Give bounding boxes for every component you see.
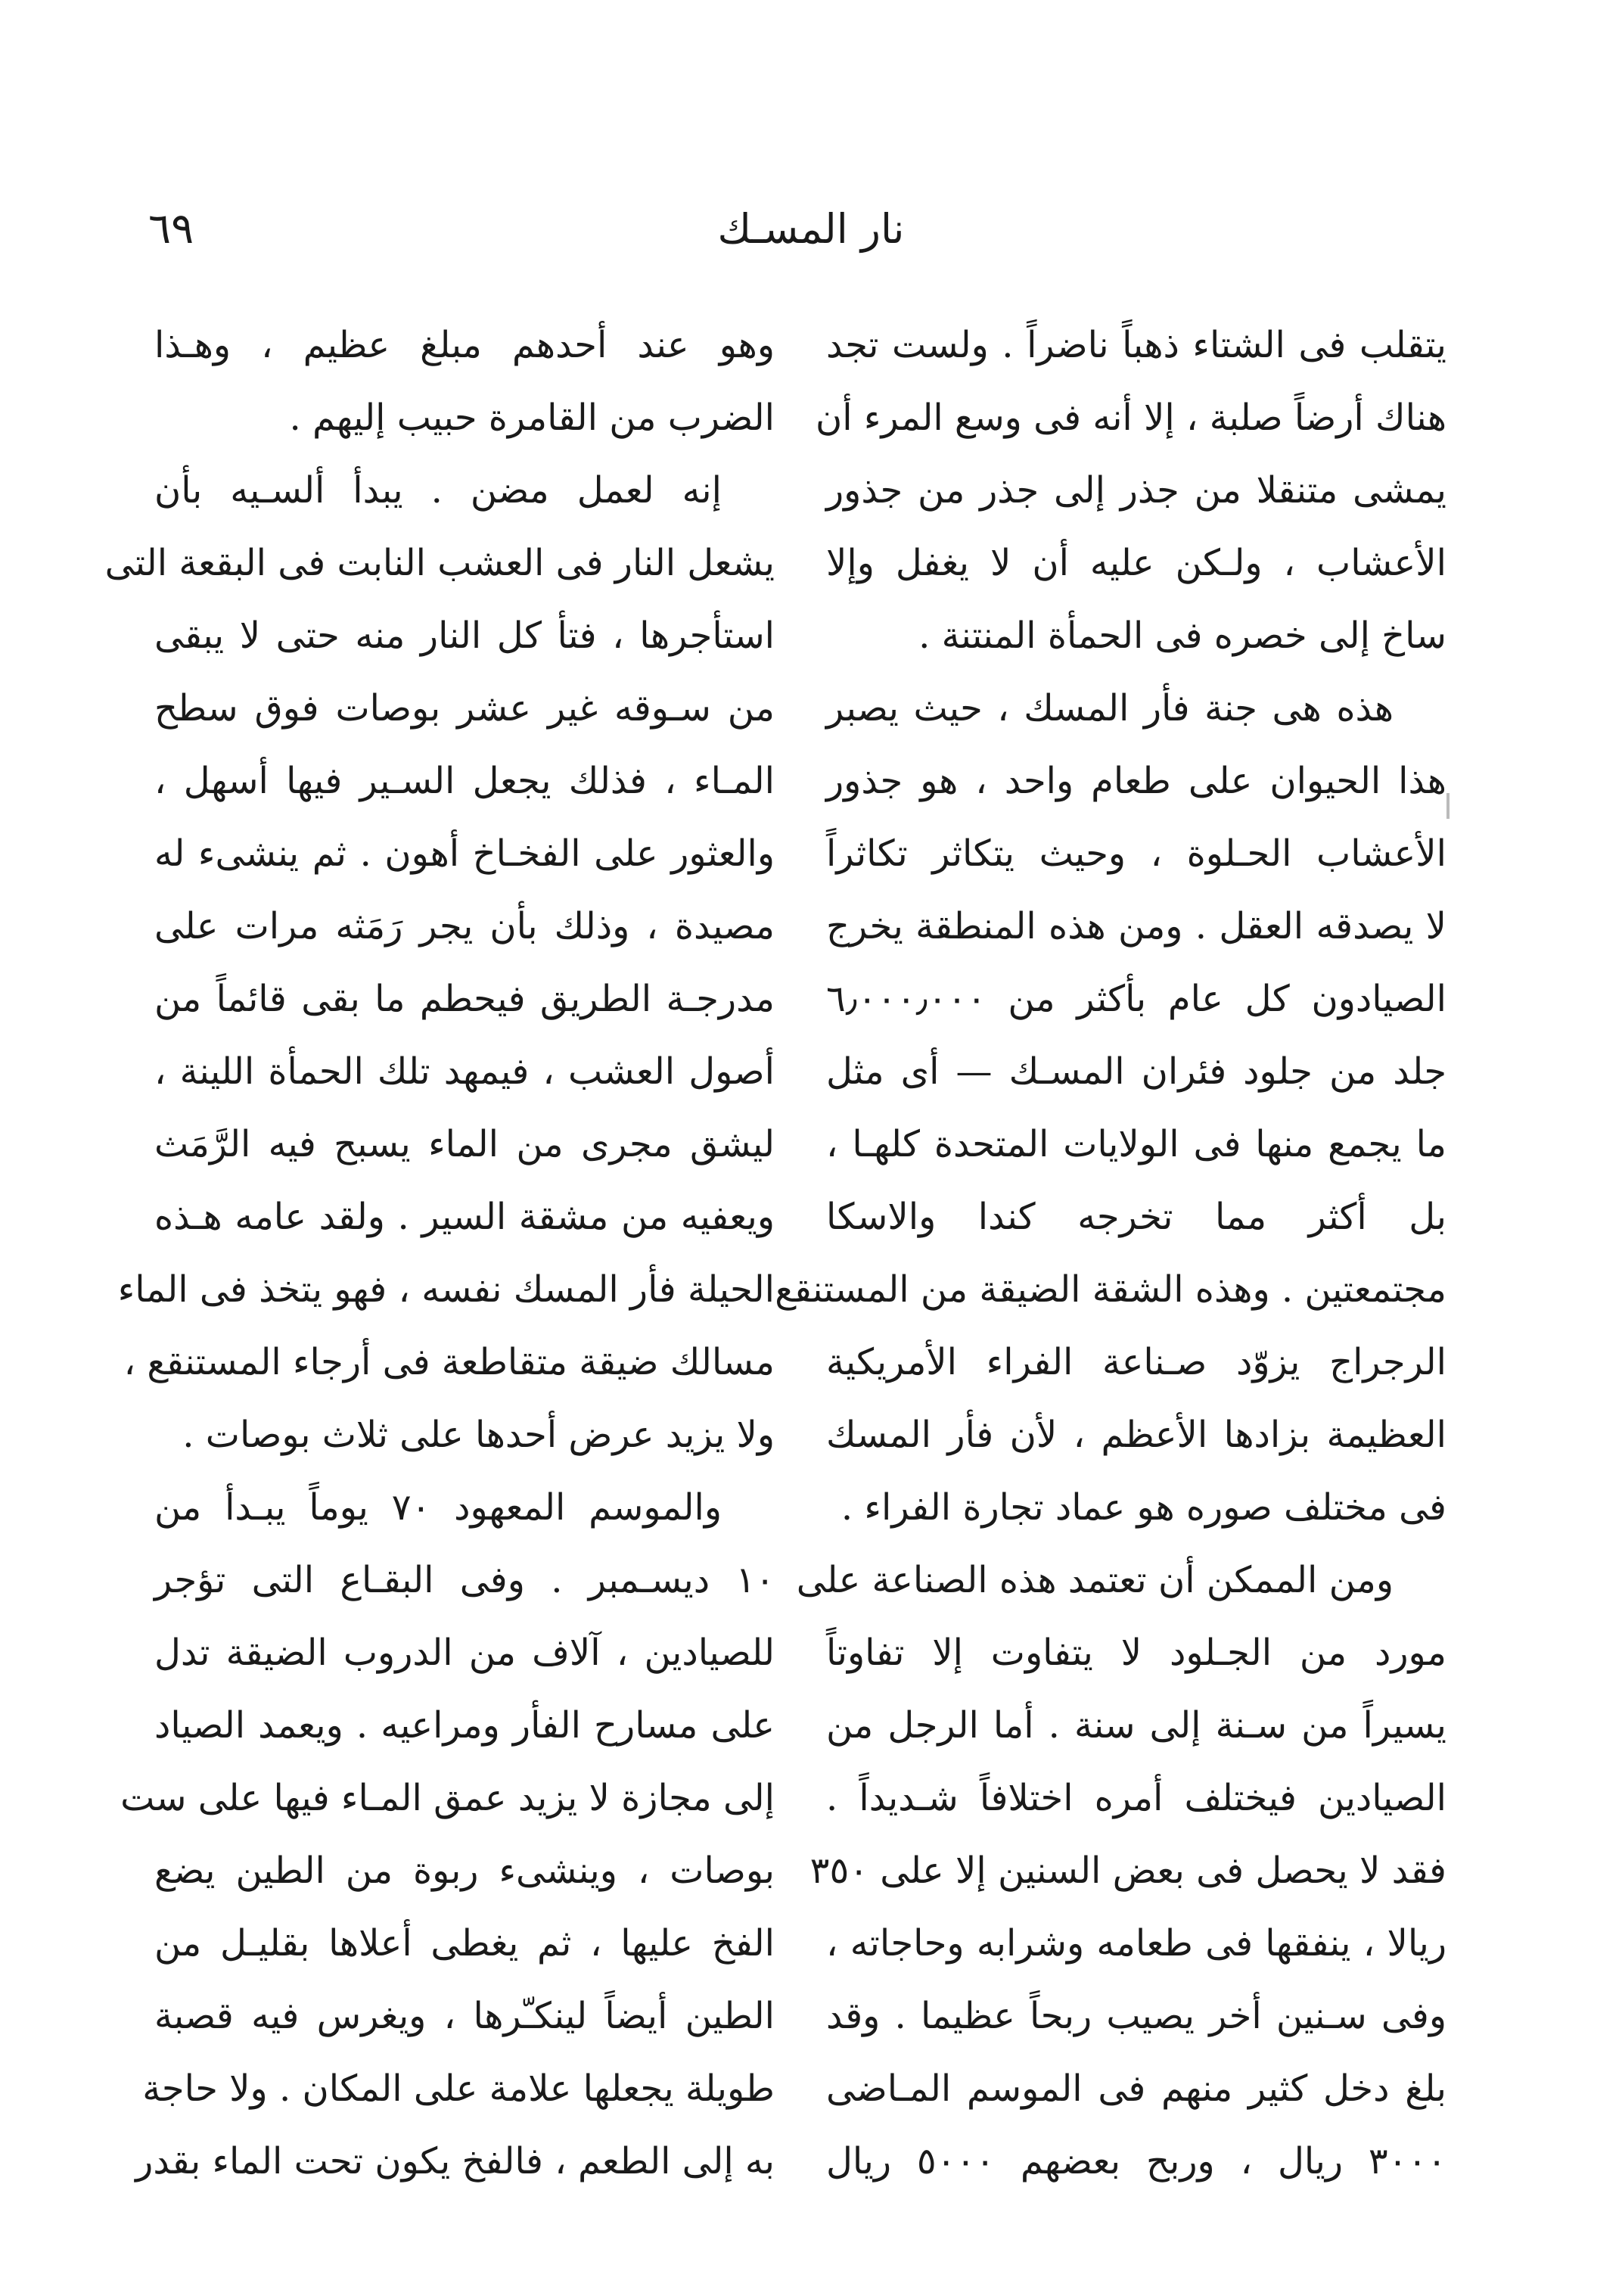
text-line: وفى سـنين أخر يصيب ربحاً عظيما . وقد	[826, 1995, 1446, 2037]
text-line: بوصات ، وينشىء ربوة من الطين يضع	[154, 1850, 775, 1892]
text-line: والموسم المعهود ٧٠ يوماً يبـدأ من	[154, 1486, 722, 1529]
text-line: لا يصدقه العقل . ومن هذه المنطقة يخرج	[826, 905, 1446, 947]
text-line: ولا يزيد عرض أحدها على ثلاث بوصات .	[182, 1414, 775, 1456]
text-line: الرجراج يزوّد صـناعة الفراء الأمريكية	[826, 1341, 1446, 1383]
text-line: الطين أيضاً لينكـّرها ، ويغرس فيه قصبة	[154, 1995, 775, 2037]
text-line: ٣٠٠٠ ريال ، وربح بعضهم ٥٠٠٠ ريال	[826, 2140, 1447, 2182]
text-column-left	[104, 309, 775, 2198]
text-line: وهو عند أحدهم مبلغ عظيم ، وهـذا	[154, 324, 775, 366]
text-line: فى مختلف صوره هو عماد تجارة الفراء .	[841, 1486, 1446, 1529]
text-line: يسيراً من سـنة إلى سنة . أما الرجل من	[826, 1704, 1446, 1747]
text-line: المـاء ، فذلك يجعل السـير فيها أسهل ،	[154, 760, 775, 802]
text-line: مسالك ضيقة متقاطعة فى أرجاء المستنقع ،	[123, 1341, 775, 1383]
page-number: ٦٩	[148, 204, 194, 254]
text-line: الضرب من القامرة حبيب إليهم .	[289, 397, 775, 439]
text-line: ليشق مجرى من الماء يسبح فيه الرَّمَث	[154, 1123, 775, 1165]
text-line: إنه لعمل مضن . يبدأ ألسـيه بأن	[154, 469, 722, 512]
text-line: طويلة يجعلها علامة على المكان . ولا حاجة	[142, 2067, 775, 2110]
text-line: استأجرها ، فتأ كل النار منه حتى لا يبقى	[154, 614, 775, 657]
text-line: هناك أرضاً صلبة ، إلا أنه فى وسع المرء أن	[816, 397, 1446, 439]
text-line: هذا الحيوان على طعام واحد ، هو جذور	[826, 760, 1446, 802]
text-line: ١٠ ديسـمبر . وفى البقـاع التى تؤجر	[154, 1559, 775, 1601]
text-line: الأعشاب ، ولـكن عليه أن لا يغفل وإلا	[826, 542, 1446, 584]
text-line: والعثور على الفخـاخ أهون . ثم ينشىء له	[154, 832, 775, 875]
text-line: الفخ عليها ، ثم يغطى أعلاها بقليـل من	[154, 1922, 775, 1965]
text-line: الصيادين فيختلف أمره اختلافاً شـديداً .	[826, 1777, 1446, 1819]
text-line: بلغ دخل كثير منهم فى الموسم المـاضى	[826, 2067, 1446, 2110]
text-line: يمشى متنقلا من جذر إلى جذر من جذور	[826, 469, 1446, 512]
text-line: ريالا ، ينفقها فى طعامه وشرابه وحاجاته ،	[826, 1922, 1446, 1965]
text-line: مورد من الجـلود لا يتفاوت إلا تفاوتاً	[826, 1632, 1446, 1674]
text-line: مدرجـة الطريق فيحطم ما بقى قائماً من	[154, 978, 775, 1020]
text-line: الحيلة فأر المسك نفسه ، فهو يتخذ فى الماء	[117, 1268, 775, 1311]
text-line: الصيادون كل عام بأكثر من ٦٫٠٠٠٫٠٠٠	[826, 978, 1446, 1020]
text-line: على مسارح الفأر ومراعيه . ويعمد الصياد	[154, 1704, 775, 1747]
scan-mark	[1446, 793, 1450, 819]
text-line: أصول العشب ، فيمهد تلك الحمأة اللينة ،	[154, 1050, 775, 1093]
text-line: ما يجمع منها فى الولايات المتحدة كلهـا ،	[826, 1123, 1446, 1165]
text-line: ساخ إلى خصره فى الحمأة المنتنة .	[918, 614, 1446, 657]
text-line: بل أكثر مما تخرجه كندا والاسكا	[826, 1196, 1446, 1238]
text-line: إلى مجازة لا يزيد عمق المـاء فيها على ست	[120, 1777, 775, 1819]
text-line: مجتمعتين . وهذه الشقة الضيقة من المستنقع	[775, 1268, 1446, 1311]
text-line: ومن الممكن أن تعتمد هذه الصناعة على	[796, 1559, 1394, 1601]
text-line: يشعل النار فى العشب النابت فى البقعة التى	[104, 542, 775, 584]
text-line: ويعفيه من مشقة السير . ولقد عامه هـذه	[154, 1196, 775, 1238]
text-line: به إلى الطعم ، فالفخ يكون تحت الماء بقدر	[135, 2140, 775, 2182]
text-line: الأعشاب الحـلوة ، وحيث يتكاثر تكاثراً	[826, 832, 1446, 875]
text-column-right	[775, 309, 1447, 2198]
text-line: يتقلب فى الشتاء ذهباً ناضراً . ولست تجد	[826, 324, 1446, 366]
text-line: هذه هى جنة فأر المسك ، حيث يصبر	[826, 687, 1394, 730]
text-line: جلد من جلود فئران المسـك — أى مثل	[826, 1050, 1446, 1093]
text-line: مصيدة ، وذلك بأن يجر رَمَثه مرات على	[154, 905, 775, 947]
running-title: نار المسـك	[717, 205, 905, 253]
text-line: العظيمة بزادها الأعظم ، لأن فأر المسك	[826, 1414, 1446, 1456]
text-line: للصيادين ، آلاف من الدروب الضيقة تدل	[154, 1632, 775, 1674]
text-line: من سـوقه غير عشر بوصات فوق سطح	[154, 687, 775, 730]
text-line: فقد لا يحصل فى بعض السنين إلا على ٣٥٠	[809, 1850, 1446, 1892]
